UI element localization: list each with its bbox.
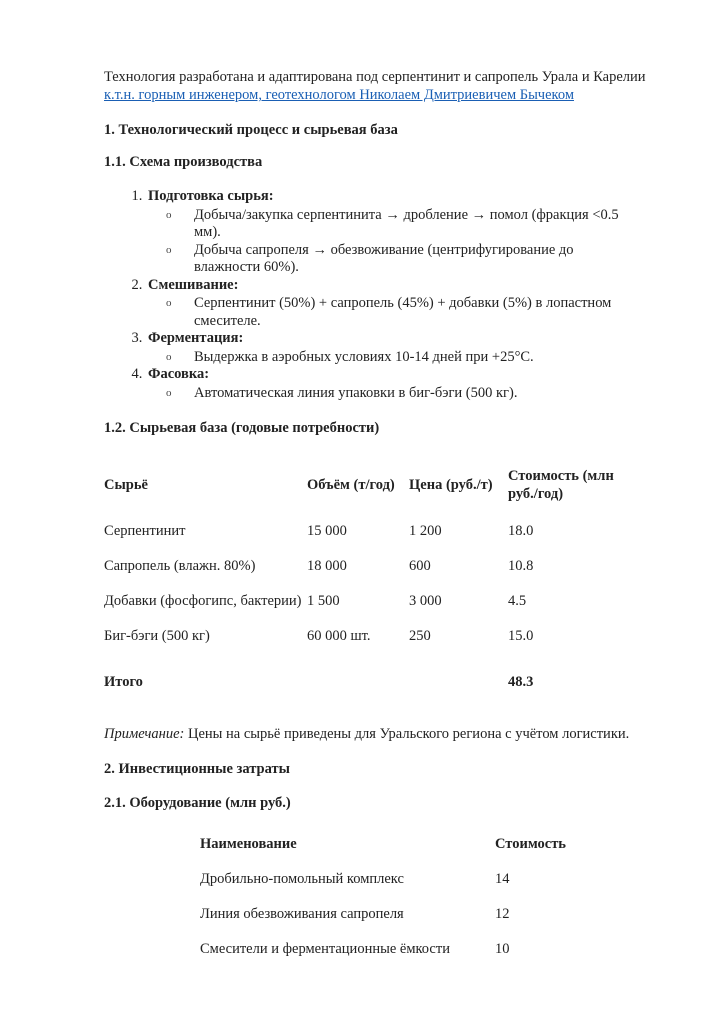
table-cell: 250 [409,627,431,644]
table-row [200,932,595,967]
step-title: Ферментация: [148,330,244,346]
production-step [146,188,664,277]
table-row [104,514,638,549]
table-cell: 10.8 [508,557,534,574]
table-cell: Серпентинит [104,522,186,539]
raw-materials-table [104,457,638,711]
section-2-heading: 2. Инвестиционные затраты [104,761,290,777]
step-item: o Серпентинит (50%) + сапропель (45%) + добавки (5%) в лопастном смесителе. [192,295,624,330]
step-title: Смешивание: [148,276,239,293]
note-label: Примечание: [104,726,185,742]
table-cell: 15 000 [307,522,347,539]
header-volume: Объём (т/год) [307,476,395,493]
table-header-row [200,827,595,862]
note-text: Цены на сырьё приведены для Уральского региона с учётом логистики. [184,726,630,742]
document-page [104,68,664,967]
equipment-table [200,827,595,967]
table-cell: 4.5 [508,592,527,609]
table-cell: 10 [495,940,510,957]
table-cell: 600 [409,557,431,574]
table-cell: 14 [495,870,510,887]
section-1-1-heading: 1.1. Схема производства [104,154,263,170]
header-price: Цена (руб./т) [409,476,493,493]
table-row [200,862,595,897]
table-cell: 3 000 [409,592,442,609]
table-cell: Биг-бэги (500 кг) [104,627,210,644]
table-cell: 60 000 шт. [307,627,371,644]
table-row [104,549,638,584]
total-row [104,654,638,711]
table-cell: Дробильно-помольный комплекс [200,870,404,887]
table-cell: Добавки (фосфогипс, бактерии) [104,592,302,609]
step-item: o Добыча сапропеля → обезвоживание (центрифугирование до влажности 60%). [192,242,624,277]
header-cost: Стоимость (млн руб./год) [508,468,614,502]
section-1-heading: 1. Технологический процесс и сырьевая база [104,122,398,138]
table-header-row [104,457,638,514]
step-items [148,295,664,330]
step-item: o Выдержка в аэробных условиях 10-14 дней при +25°C. [192,349,624,367]
production-steps-list [104,188,664,402]
section-1-2-heading: 1.2. Сырьевая база (годовые потребности) [104,420,380,436]
step-item: o Автоматическая линия упаковки в биг-бэги (500 кг). [192,385,624,403]
table-cell: 18.0 [508,522,534,539]
step-title: Подготовка сырья: [148,188,274,204]
table-cell: 12 [495,905,510,922]
step-item: o Добыча/закупка серпентинита → дробление → помол (фракция <0.5 мм). [192,207,624,242]
step-items [148,349,664,367]
table-cell: Линия обезвоживания сапропеля [200,905,404,922]
step-title: Фасовка: [148,366,210,382]
table-row [200,897,595,932]
note [104,725,664,743]
step-items [148,207,664,277]
production-step [146,277,664,331]
section-2-1-heading: 2.1. Оборудование (млн руб.) [104,795,291,811]
intro-text: Технология разработана и адаптирована под серпентинит и сапропель Урала и Карелии [104,69,646,85]
table-cell: Сапропель (влажн. 80%) [104,557,256,574]
header-cost: Стоимость [495,835,566,852]
header-material: Сырьё [104,476,148,493]
step-items [148,385,664,403]
total-value: 48.3 [508,673,534,690]
production-step [146,366,664,402]
table-row [104,584,638,619]
table-cell: 1 200 [409,522,442,539]
table-cell: Смесители и ферментационные ёмкости [200,940,450,957]
table-cell: 18 000 [307,557,347,574]
table-row [104,619,638,654]
header-name: Наименование [200,835,297,852]
production-step [146,330,664,366]
total-label: Итого [104,673,143,690]
table-cell: 15.0 [508,627,534,644]
table-cell: 1 500 [307,592,340,609]
author-link[interactable]: к.т.н. горным инженером, геотехнологом Николаем Дмитриевичем Бычеком [104,87,574,103]
